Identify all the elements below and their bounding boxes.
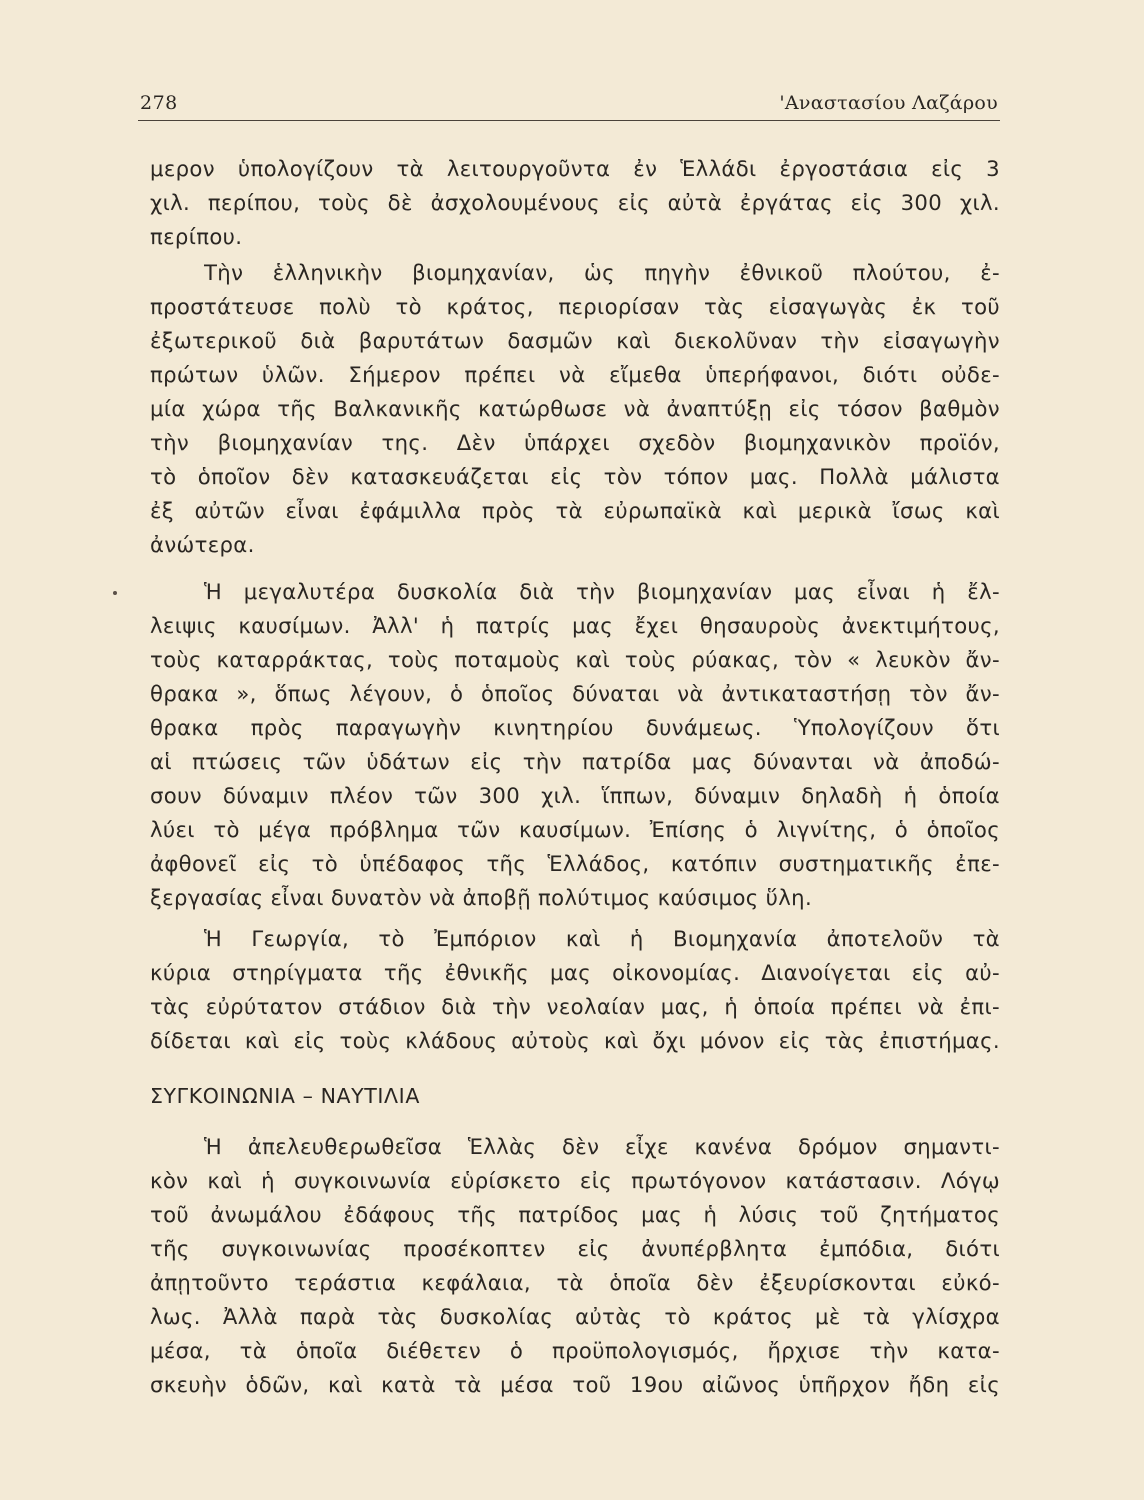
text-line: τοῦ ἀνωμάλου ἐδάφους τῆς πατρίδος μας ἡ λύσις τοῦ ζητήματος: [150, 1202, 1000, 1227]
text-line: λως. Ἀλλὰ παρὰ τὰς δυσκολίας αὐτὰς τὸ κράτος μὲ τὰ γλίσχρα: [150, 1304, 1000, 1329]
text-line: δίδεται καὶ εἰς τοὺς κλάδους αὐτοὺς καὶ ὄχι μόνον εἰς τὰς ἐπιστήμας.: [150, 1028, 1000, 1053]
text-line: ἐξ αὐτῶν εἶναι ἐφάμιλλα πρὸς τὰ εὐρωπαϊκὰ καὶ μερικὰ ἴσως καὶ: [150, 498, 1000, 523]
text-line: περίπου.: [150, 224, 243, 249]
text-line: ξεργασίας εἶναι δυνατὸν νὰ ἀποβῇ πολύτιμος καύσιμος ὕλη.: [150, 885, 813, 910]
text-line: τοὺς καταρράκτας, τοὺς ποταμοὺς καὶ τοὺς ρύακας, τὸν « λευκὸν ἄν-: [150, 647, 1000, 672]
text-line: Ἡ ἀπελευθερωθεῖσα Ἑλλὰς δὲν εἶχε κανένα δρόμον σημαντι-: [204, 1134, 1000, 1159]
text-line: προστάτευσε πολὺ τὸ κράτος, περιορίσαν τὰς εἰσαγωγὰς ἐκ τοῦ: [150, 294, 1000, 319]
margin-mark: [113, 591, 117, 595]
text-line: πρώτων ὑλῶν. Σήμερον πρέπει νὰ εἴμεθα ὑπερήφανοι, διότι οὐδε-: [150, 362, 1000, 387]
text-line: λειψις καυσίμων. Ἀλλ' ἡ πατρίς μας ἔχει θησαυροὺς ἀνεκτιμήτους,: [150, 613, 1000, 638]
text-line: Ἡ μεγαλυτέρα δυσκολία διὰ τὴν βιομηχανίαν μας εἶναι ἡ ἔλ-: [204, 579, 1000, 604]
page-header: [138, 86, 1000, 121]
text-line: λύει τὸ μέγα πρόβλημα τῶν καυσίμων. Ἐπίσης ὁ λιγνίτης, ὁ ὁποῖος: [150, 817, 1000, 842]
text-line: ἀνώτερα.: [150, 532, 255, 557]
text-line: μία χώρα τῆς Βαλκανικῆς κατώρθωσε νὰ ἀναπτύξῃ εἰς τόσον βαθμὸν: [150, 396, 1000, 421]
text-line: σκευὴν ὁδῶν, καὶ κατὰ τὰ μέσα τοῦ 19ου αἰῶνος ὑπῆρχον ἤδη εἰς: [150, 1372, 1000, 1397]
text-line: κὸν καὶ ἡ συγκοινωνία εὑρίσκετο εἰς πρωτόγονον κατάστασιν. Λόγῳ: [150, 1168, 1000, 1193]
text-line: ἐξωτερικοῦ διὰ βαρυτάτων δασμῶν καὶ διεκολῦναν τὴν εἰσαγωγὴν: [150, 328, 1000, 353]
text-line: Ἡ Γεωργία, τὸ Ἐμπόριον καὶ ἡ Βιομηχανία ἀποτελοῦν τὰ: [204, 926, 1000, 951]
text-line: ἀφθονεῖ εἰς τὸ ὑπέδαφος τῆς Ἑλλάδος, κατόπιν συστηματικῆς ἐπε-: [150, 851, 1000, 876]
section-heading: ΣΥΓΚΟΙΝΩΝΙΑ – ΝΑΥΤΙΛΙΑ: [150, 1084, 420, 1108]
text-line: κύρια στηρίγματα τῆς ἐθνικῆς μας οἰκονομίας. Διανοίγεται εἰς αὐ-: [150, 960, 1000, 985]
text-line: χιλ. περίπου, τοὺς δὲ ἀσχολουμένους εἰς αὐτὰ ἐργάτας εἰς 300 χιλ.: [150, 190, 1000, 215]
text-line: θρακα », ὅπως λέγουν, ὁ ὁποῖος δύναται νὰ ἀντικαταστήσῃ τὸν ἄν-: [150, 681, 1000, 706]
page-number: 278: [140, 92, 178, 114]
running-head: 'Αναστασίου Λαζάρου: [779, 92, 998, 114]
text-line: ἀπῃτοῦντο τεράστια κεφάλαια, τὰ ὁποῖα δὲν ἐξευρίσκονται εὐκό-: [150, 1270, 1000, 1295]
text-line: μερον ὑπολογίζουν τὰ λειτουργοῦντα ἐν Ἑλλάδι ἐργοστάσια εἰς 3: [150, 156, 1000, 181]
text-line: μέσα, τὰ ὁποῖα διέθετεν ὁ προϋπολογισμός, ἤρχισε τὴν κατα-: [150, 1338, 1000, 1363]
text-line: τὸ ὁποῖον δὲν κατασκευάζεται εἰς τὸν τόπον μας. Πολλὰ μάλιστα: [150, 464, 1000, 489]
text-line: θρακα πρὸς παραγωγὴν κινητηρίου δυνάμεως. Ὑπολογίζουν ὅτι: [150, 715, 1000, 740]
text-line: αἱ πτώσεις τῶν ὑδάτων εἰς τὴν πατρίδα μας δύνανται νὰ ἀποδώ-: [150, 749, 1000, 774]
text-line: Τὴν ἑλληνικὴν βιομηχανίαν, ὡς πηγὴν ἐθνικοῦ πλούτου, ἐ-: [204, 260, 1000, 285]
text-line: σουν δύναμιν πλέον τῶν 300 χιλ. ἵππων, δύναμιν δηλαδὴ ἡ ὁποία: [150, 783, 1000, 808]
text-line: τὰς εὐρύτατον στάδιον διὰ τὴν νεολαίαν μας, ἡ ὁποία πρέπει νὰ ἐπι-: [150, 994, 1000, 1019]
text-line: τῆς συγκοινωνίας προσέκοπτεν εἰς ἀνυπέρβλητα ἐμπόδια, διότι: [150, 1236, 1000, 1261]
text-line: τὴν βιομηχανίαν της. Δὲν ὑπάρχει σχεδὸν βιομηχανικὸν προϊόν,: [150, 430, 1000, 455]
